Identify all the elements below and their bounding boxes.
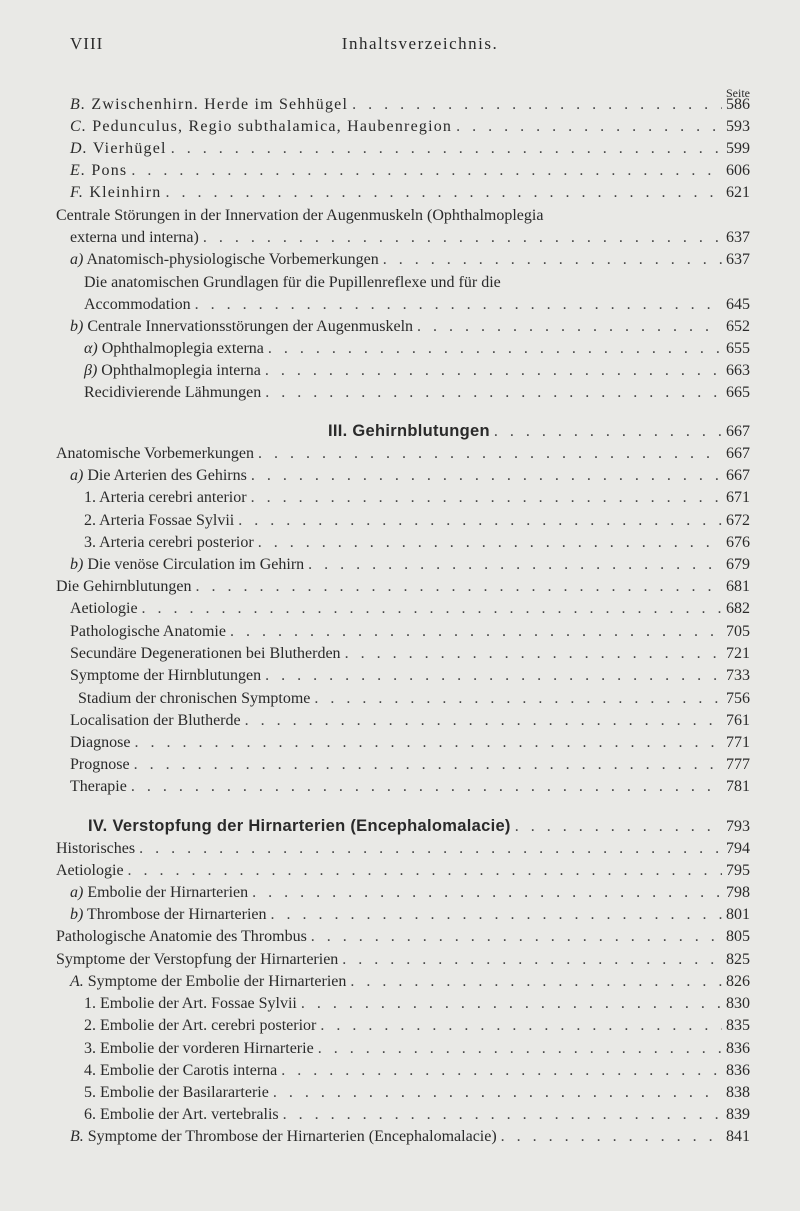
toc-entry-label (70, 1126, 501, 1148)
toc-entry-label (56, 949, 342, 971)
toc-entry (56, 838, 750, 860)
toc-page-number: 682 (726, 600, 750, 617)
toc-row (0, 160, 800, 182)
toc-entry-text: Embolie der Hirnarterien (87, 884, 249, 901)
toc-row (0, 1082, 800, 1104)
toc-page-number: 761 (726, 712, 750, 729)
toc-entry-label (70, 665, 265, 687)
leader-dots (352, 94, 722, 116)
toc-page-number: 705 (726, 623, 750, 640)
toc-page-number: 826 (726, 973, 750, 990)
leader-dots (258, 443, 722, 465)
toc-entry-label (70, 182, 165, 204)
toc-page-number: 606 (726, 162, 750, 179)
toc-entry-label (56, 926, 311, 948)
toc-entry-label (84, 532, 258, 554)
toc-entry-text: externa und interna) (70, 229, 199, 246)
toc-entry (84, 532, 750, 554)
leader-dots (494, 421, 722, 443)
toc-entry-text: IV. Verstopfung der Hirnarterien (Encephalomalacie) (88, 817, 511, 835)
toc-entry-prefix: β) (84, 362, 98, 379)
toc-entry (56, 926, 750, 948)
toc-entry-prefix: b) (70, 556, 84, 573)
toc-entry-label (84, 338, 268, 360)
toc-entry (70, 732, 750, 754)
leader-dots (383, 249, 722, 271)
toc-entry-label (70, 316, 417, 338)
toc-page-number: 593 (726, 118, 750, 135)
toc-entry-text: Symptome der Hirnblutungen (70, 667, 262, 684)
toc-entry (70, 643, 750, 665)
toc-page-number: 798 (726, 884, 750, 901)
toc-entry-label (84, 272, 505, 294)
toc-page-number: 836 (726, 1040, 750, 1057)
toc-page-number: 679 (726, 556, 750, 573)
toc-row (0, 688, 800, 710)
toc-page-number: 665 (726, 384, 750, 401)
toc-entry (70, 710, 750, 732)
toc-entry-label (56, 443, 258, 465)
leader-dots (311, 926, 722, 948)
toc-entry-label (70, 621, 230, 643)
leader-dots (320, 1015, 722, 1037)
leader-dots (318, 1038, 722, 1060)
toc-row (0, 227, 800, 249)
toc-entry-label (70, 227, 203, 249)
toc-row (0, 94, 800, 116)
toc-entry-text: Symptome der Embolie der Hirnarterien (87, 973, 347, 990)
toc-entry-text: Die Gehirnblutungen (56, 578, 192, 595)
toc-entry (84, 338, 750, 360)
toc-entry (84, 382, 750, 404)
toc-entry-label (70, 710, 245, 732)
toc-entry-text: Die anatomischen Grundlagen für die Pupillenreflexe und für die (84, 274, 501, 291)
toc-page-number: 637 (726, 229, 750, 246)
toc-row (0, 904, 800, 926)
toc-entry (70, 882, 750, 904)
toc-row (0, 1015, 800, 1037)
toc-page-number: 805 (726, 928, 750, 945)
toc-entry-prefix: A. (70, 973, 84, 990)
toc-entry-text: Localisation der Blutherde (70, 712, 241, 729)
toc-entry-label (70, 160, 131, 182)
toc-row (0, 971, 800, 993)
toc-entry-label (70, 116, 456, 138)
leader-dots (251, 487, 722, 509)
toc-entry-text: III. Gehirnblutungen (328, 422, 490, 440)
toc-entry-prefix: a) (70, 467, 84, 484)
leader-dots (251, 465, 722, 487)
toc-row (0, 665, 800, 687)
toc-row (0, 443, 800, 465)
toc-entry-label (70, 554, 308, 576)
toc-entry-label (70, 732, 134, 754)
toc-row (0, 621, 800, 643)
leader-dots (258, 532, 722, 554)
toc-row (0, 272, 800, 294)
toc-page-number: 781 (726, 778, 750, 795)
toc-entry-text: Pathologische Anatomie (70, 623, 226, 640)
leader-dots (195, 294, 722, 316)
toc-entry (84, 272, 505, 294)
toc-entry-text: Ophthalmoplegia interna (101, 362, 261, 379)
toc-page-number: 721 (726, 645, 750, 662)
toc-entry-text: Stadium der chronischen Symptome (78, 690, 311, 707)
toc-page-number: 599 (726, 140, 750, 157)
leader-dots (128, 860, 722, 882)
toc-row (0, 576, 800, 598)
leader-dots (301, 993, 722, 1015)
toc-entry-label (70, 94, 352, 116)
toc-entry-label (84, 360, 265, 382)
toc-entry-text: Kleinhirn (89, 184, 162, 201)
running-title: Inhaltsverzeichnis. (341, 34, 499, 53)
toc-entry-text: 1. Arteria cerebri anterior (84, 489, 247, 506)
toc-entry-text: Symptome der Thrombose der Hirnarterien (Encephalomalacie) (87, 1128, 497, 1145)
toc-row (0, 882, 800, 904)
toc-row (0, 532, 800, 554)
toc-page-number: 652 (726, 318, 750, 335)
toc-entry-label (70, 776, 131, 798)
toc-entry-text: Prognose (70, 756, 130, 773)
toc-entry-text: Historisches (56, 840, 136, 857)
page-header (70, 34, 770, 58)
toc-entry-prefix: C. (70, 118, 88, 135)
toc-entry-label (78, 688, 314, 710)
toc-page-number: 795 (726, 862, 750, 879)
toc-row (0, 382, 800, 404)
toc-row (0, 1126, 800, 1148)
toc-row (0, 116, 800, 138)
toc-entry-text: Recidivierende Lähmungen (84, 384, 262, 401)
toc-entry-label (56, 205, 547, 227)
toc-entry-label (70, 249, 383, 271)
toc-entry (84, 1104, 750, 1126)
toc-row (0, 510, 800, 532)
toc-entry (84, 487, 750, 509)
leader-dots (271, 904, 722, 926)
leader-dots (283, 1104, 722, 1126)
leader-dots (238, 510, 722, 532)
toc-page-number: 771 (726, 734, 750, 751)
toc-entry (70, 316, 750, 338)
leader-dots (342, 949, 722, 971)
toc-entry (56, 949, 750, 971)
toc-entry-text: Die venöse Circulation im Gehirn (87, 556, 305, 573)
toc-page-number: 841 (726, 1128, 750, 1145)
toc-entry-prefix: α) (84, 340, 98, 357)
leader-dots (171, 138, 722, 160)
toc-entry-text: Centrale Störungen in der Innervation der Augenmuskeln (Ophthalmoplegia (56, 207, 544, 224)
toc-page-number: 621 (726, 184, 750, 201)
toc-entry (84, 1015, 750, 1037)
toc-entry-prefix: b) (70, 906, 84, 923)
toc-page-number: 835 (726, 1017, 750, 1034)
toc-row (0, 554, 800, 576)
toc-entry (70, 598, 750, 620)
toc-row (0, 643, 800, 665)
toc-page-number: 681 (726, 578, 750, 595)
toc-entry-prefix: F. (70, 184, 85, 201)
toc-entry (70, 116, 750, 138)
toc-entry-label (84, 382, 265, 404)
toc-entry (70, 665, 750, 687)
toc-entry-text: 4. Embolie der Carotis interna (84, 1062, 278, 1079)
leader-dots (203, 227, 722, 249)
toc-entry-text: 3. Embolie der vorderen Hirnarterie (84, 1040, 314, 1057)
toc-row (0, 465, 800, 487)
toc-entry (84, 1038, 750, 1060)
toc-entry (70, 554, 750, 576)
leader-dots (281, 1060, 722, 1082)
toc-row (0, 993, 800, 1015)
toc-entry-text: Vierhügel (92, 140, 167, 157)
toc-row (0, 1060, 800, 1082)
toc-entry-text: 2. Embolie der Art. cerebri posterior (84, 1017, 317, 1034)
leader-dots (456, 116, 722, 138)
toc-row (0, 360, 800, 382)
toc-entry-text: Pons (91, 162, 128, 179)
toc-row (0, 487, 800, 509)
toc-row (0, 860, 800, 882)
toc-row (0, 754, 800, 776)
toc-row (0, 294, 800, 316)
leader-dots (265, 382, 722, 404)
toc-page-number: 586 (726, 96, 750, 113)
toc-page-number: 756 (726, 690, 750, 707)
leader-dots (196, 576, 722, 598)
toc-entry (78, 688, 750, 710)
toc-entry (70, 160, 750, 182)
toc-row (0, 598, 800, 620)
toc-entry (328, 420, 750, 443)
toc-row (0, 205, 800, 227)
leader-dots (134, 732, 722, 754)
toc-entry-text: Anatomische Vorbemerkungen (56, 445, 255, 462)
toc-entry-text: 5. Embolie der Basilararterie (84, 1084, 269, 1101)
toc-entry (70, 971, 750, 993)
toc-row (0, 949, 800, 971)
toc-entry-label (70, 904, 271, 926)
section-heading (88, 815, 515, 837)
toc-entry-text: Ophthalmoplegia externa (101, 340, 264, 357)
toc-entry-text: Aetiologie (56, 862, 124, 879)
toc-page-number: 672 (726, 512, 750, 529)
toc-entry-label (70, 754, 134, 776)
toc-row (0, 776, 800, 798)
toc-entry (70, 1126, 750, 1148)
toc-entry-text: 1. Embolie der Art. Fossae Sylvii (84, 995, 297, 1012)
toc-entry (70, 182, 750, 204)
toc-entry (70, 94, 750, 116)
toc-entry (56, 860, 750, 882)
toc-page-number: 836 (726, 1062, 750, 1079)
leader-dots (268, 338, 722, 360)
toc-entry-text: Thrombose der Hirnarterien (87, 906, 267, 923)
toc-entry-label (84, 1060, 281, 1082)
toc-entry-text: Pedunculus, Regio subthalamica, Haubenregion (92, 118, 453, 135)
toc-entry (70, 621, 750, 643)
toc-entry-text: Aetiologie (70, 600, 138, 617)
toc-entry (84, 360, 750, 382)
toc-page-number: 645 (726, 296, 750, 313)
leader-dots (230, 621, 722, 643)
leader-dots (131, 776, 722, 798)
toc-page-number: 671 (726, 489, 750, 506)
toc-entry (70, 904, 750, 926)
toc-entry-prefix: a) (70, 251, 84, 268)
toc-entry-text: Diagnose (70, 734, 131, 751)
leader-dots (501, 1126, 722, 1148)
toc-entry-label (84, 1038, 318, 1060)
toc-entry-prefix: B. (70, 1128, 84, 1145)
toc-entry-prefix: a) (70, 884, 84, 901)
leader-dots (515, 816, 722, 838)
toc-entry-text: Symptome der Verstopfung der Hirnarterien (56, 951, 339, 968)
toc-entry-text: 6. Embolie der Art. vertebralis (84, 1106, 279, 1123)
toc-entry-label (84, 294, 195, 316)
toc-entry-text: Anatomisch-physiologische Vorbemerkungen (86, 251, 379, 268)
toc-row (0, 815, 800, 837)
toc-entry-prefix: D. (70, 140, 88, 157)
toc-page-number: 663 (726, 362, 750, 379)
toc-page-number: 637 (726, 251, 750, 268)
toc-entry (56, 576, 750, 598)
toc-row (0, 710, 800, 732)
toc-entry-label (70, 598, 142, 620)
toc-row (0, 1038, 800, 1060)
leader-dots (245, 710, 722, 732)
toc-entry-label (84, 993, 301, 1015)
toc-entry (70, 138, 750, 160)
leader-dots (131, 160, 722, 182)
leader-dots (345, 643, 722, 665)
page-number: VIII (70, 34, 104, 53)
toc-page-number: 839 (726, 1106, 750, 1123)
leader-dots (134, 754, 722, 776)
toc-entry (56, 443, 750, 465)
toc-page-number: 733 (726, 667, 750, 684)
leader-dots (252, 882, 722, 904)
toc-page-number: 676 (726, 534, 750, 551)
leader-dots (265, 360, 722, 382)
toc-row (0, 182, 800, 204)
toc-page-number: 667 (726, 467, 750, 484)
toc-entry-label (70, 465, 251, 487)
toc-entry (70, 465, 750, 487)
toc-entry-prefix: E. (70, 162, 87, 179)
toc-entry-text: Die Arterien des Gehirns (87, 467, 247, 484)
toc-row (0, 138, 800, 160)
toc-row (0, 1104, 800, 1126)
toc-entry-label (84, 487, 251, 509)
toc-page-number: 777 (726, 756, 750, 773)
leader-dots (142, 598, 722, 620)
toc-row (0, 420, 800, 442)
toc-entry (84, 294, 750, 316)
toc-entry (70, 754, 750, 776)
toc-entry-label (70, 882, 252, 904)
toc-page-number: 793 (726, 818, 750, 835)
toc-row (0, 838, 800, 860)
toc-page-number: 655 (726, 340, 750, 357)
toc-page-number: 838 (726, 1084, 750, 1101)
section-heading (328, 420, 494, 442)
toc-entry (70, 776, 750, 798)
toc-page-number: 825 (726, 951, 750, 968)
toc-entry-text: Zwischenhirn. Herde im Sehhügel (91, 96, 349, 113)
toc-row (0, 316, 800, 338)
leader-dots (265, 665, 722, 687)
toc-entry (70, 227, 750, 249)
toc-entry-prefix: B. (70, 96, 87, 113)
toc-entry-label (84, 1082, 273, 1104)
toc-entry-text: 2. Arteria Fossae Sylvii (84, 512, 235, 529)
toc-entry-label (70, 138, 171, 160)
toc-entry (84, 510, 750, 532)
toc-entry-label (70, 971, 350, 993)
toc-entry (88, 815, 750, 838)
toc-entry-label (56, 860, 128, 882)
toc-entry (56, 205, 547, 227)
toc-page-number: 794 (726, 840, 750, 857)
leader-dots (139, 838, 722, 860)
toc-entry-label (56, 838, 139, 860)
toc-entry (70, 249, 750, 271)
toc-entry (84, 1082, 750, 1104)
toc-entry-label (84, 1104, 283, 1126)
leader-dots (165, 182, 722, 204)
toc-entry-label (84, 510, 238, 532)
toc-row (0, 249, 800, 271)
leader-dots (417, 316, 722, 338)
toc-entry (84, 993, 750, 1015)
toc-entry-text: Centrale Innervationsstörungen der Augenmuskeln (87, 318, 414, 335)
toc-row (0, 926, 800, 948)
leader-dots (314, 688, 722, 710)
toc-page-number: 830 (726, 995, 750, 1012)
leader-dots (308, 554, 722, 576)
toc-entry-label (84, 1015, 320, 1037)
toc-entry-text: Accommodation (84, 296, 191, 313)
seite-label: Seite (726, 86, 750, 100)
leader-dots (273, 1082, 722, 1104)
toc-entry-text: 3. Arteria cerebri posterior (84, 534, 254, 551)
toc-entry-label (70, 643, 345, 665)
toc-entry (84, 1060, 750, 1082)
toc-entry-prefix: b) (70, 318, 84, 335)
toc-entry-text: Therapie (70, 778, 127, 795)
toc-page-number: 667 (726, 445, 750, 462)
toc-page-number: 801 (726, 906, 750, 923)
toc-entry-text: Pathologische Anatomie des Thrombus (56, 928, 307, 945)
toc-page-number: 667 (726, 423, 750, 440)
toc-row (0, 338, 800, 360)
toc-entry-text: Secundäre Degenerationen bei Blutherden (70, 645, 341, 662)
leader-dots (350, 971, 722, 993)
toc-row (0, 732, 800, 754)
toc-entry-label (56, 576, 196, 598)
